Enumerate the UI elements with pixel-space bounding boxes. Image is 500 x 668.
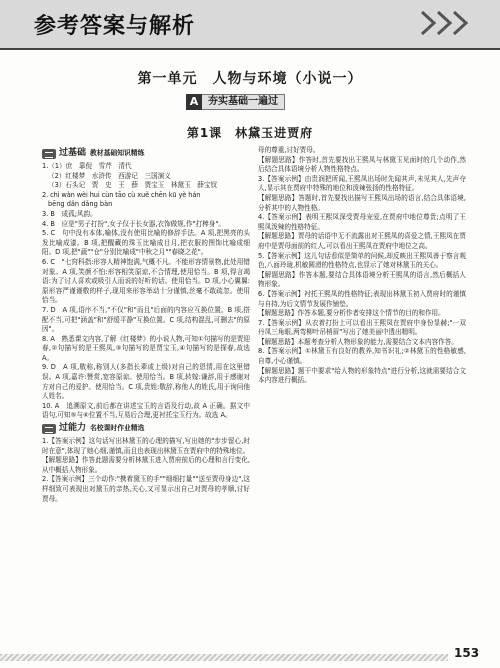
tag-letter: A xyxy=(186,94,202,110)
answer-line: 2.【答案示例】三个动作:"携着黛玉的手""细细打量""送至贾母身边",这样细致可表现出对黛玉的亲热,关心,又可显示出自己对贾母的孝顺,讨好贾母。 xyxy=(42,475,250,503)
answer-line: 8.【答案示例】①林黛玉有良好的教养,知书识礼;②林黛玉的性格敏感,自尊,小心谨慎。 xyxy=(258,347,466,366)
answer-line: （2）红楼梦 水浒传 西游记 三国演义 xyxy=(48,171,171,180)
chevron-right-icon xyxy=(414,8,474,38)
answer-line: 【解题思路】本题考查分析人物形象的能力,需要结合文本内容作答。 xyxy=(258,337,458,346)
section-subtitle: 教材基础知识精练 xyxy=(90,149,145,158)
answer-line: 1.【答案示例】这句话写出林黛玉的心理的描写,写出她的"步步留心,时时在意",体现了她心细,谨慎,而且也表现出林黛玉在贾府中的特殊地位。 xyxy=(42,437,250,455)
answer-line: 5. C 句中没有本体,喻体,没有使用比喻的修辞手法。A 项,把黑亮的头发比喻成漆。B 项,把醒藏的珠玉比喻成目月,把衣服的图饰比喻成细阳。D 项,把"蔬""仓"分别比喻成"中秋之月""春晓之花"。 xyxy=(42,229,250,257)
tag-text: 夯实基础一遍过 xyxy=(202,94,285,110)
answer-line: 7. D A 项,语序不当,"不仅"和"而且"后面的内容应互换位置。B 项,搭配不当,可把"涵盖"和"舒缓平静"互换位置。C 项,结构混乱,可删去"的原因"。 xyxy=(42,305,250,334)
section-heading-basics xyxy=(42,149,250,159)
answer-line: 6. C "七窍科指:形容人精神饱满,气概不凡。不能形容情景物,此处用错对象。A 项,笑颜不怕:形容相笑原谅,不合情理,使用恰当。B 项,得言竭语:为了讨人喜欢或吸引人而说的好听的话。使用恰当。D 项,小心翼翼:原形容严谨谨敬的样子,现用来形容举动十分谨慎,丝毫不敢疏忽。使用恰当。 xyxy=(42,257,250,305)
left-column xyxy=(42,146,250,504)
answer-line: 9. D A 项,敬称,称别人(多指长辈或上级)对自己的恩情,用在这里错误。A 项,嘉许:赞赏,宽容原谅。使用恰当。B 项,转嫁:谦辞,用于感谢对方对自己的爱护。使用恰当。C 项,贵姓:敬辞,称他人的姓氏,用于询问他人姓名。 xyxy=(42,363,250,401)
answer-line: 【解题思路】作答此题需要分析林黛玉进入贾府前后的心理和言行变化,从中概括人物形象。 xyxy=(42,456,250,474)
section-tag xyxy=(186,94,285,110)
answer-line: 5.【答案示例】这儿句话看似是简单的问候,却反映出王熙凤善于察言观色,八面玲珑,机敏圆滑的性格特点,也显示了她对林黛玉的关心。 xyxy=(258,251,466,270)
answer-line: 【解题思路】作答时,首先要找出王熙凤与林黛玉见面时的几个动作,然后结合具体语境分析人物性格特点。 xyxy=(258,155,466,174)
answer-line: bēng dǎn dǎng bàn xyxy=(48,200,113,209)
answer-line: 8. A 熟悉课文内容,了解《红楼梦》的小说人物,可知①句描写的是贾迎春,②句描写的是王熙凤,③句描写的是贾宝玉,④句描写的是探春,故选 A。 xyxy=(42,334,250,362)
answer-line: （3）石头记 贾 史 王 薛 贾宝玉 林黛玉 薛宝钗 xyxy=(48,181,218,190)
answer-line: 【解题思路】答题时,首先要找出描写王熙凤出场的语言,结合具体语境,分析其中的人物性格。 xyxy=(258,193,466,212)
answer-line: 1.（1）庶 靠倪 雪芹 清代 xyxy=(42,162,132,170)
right-column xyxy=(258,146,466,386)
section-heading-ability xyxy=(42,424,250,434)
answer-line: 7.【答案示例】从衣着打扮上可以看出王熙凤在贾府中身份显赫;"一双丹凤三角眼,两弯柳叶吊梢眉"写出了她美丽中透出精明。 xyxy=(258,318,466,337)
section-subtitle: 名校课时作业精选 xyxy=(90,424,145,433)
answer-line: 10. A 追溯原文,前后都在讲述宝玉的言语及行动,故 A 正确。据文中语句,可知⑤与⑥位置不当,互易后合理,更衬托宝玉行为。故选 A。 xyxy=(42,401,250,420)
answer-line: 【解题思路】题干中要求"给人物的形象特点"进行分析,这就需要结合文本内容进行概括。 xyxy=(258,366,466,385)
lesson-title: 第1课 林黛玉进贾府 xyxy=(186,126,314,140)
unit-title: 第一单元 人物与环境（小说一） xyxy=(137,71,363,87)
header-band xyxy=(0,0,500,48)
page-header-title: 参考答案与解析 xyxy=(34,14,196,39)
page-number: 153 xyxy=(454,646,480,660)
header-divider xyxy=(0,48,500,50)
section-name: 过基础 xyxy=(59,148,87,159)
section-marker-icon xyxy=(42,149,56,159)
answer-line: 母的尊重,讨好贾母。 xyxy=(258,146,320,154)
answer-line: 2. chì wàn wèi hui cùn tāo cù xuě chēn kū yè hán xyxy=(42,190,201,199)
footer-stripe xyxy=(0,654,448,661)
answer-line: 3. B 成孤;风韵。 xyxy=(42,209,97,218)
answer-line: 4.【答案示例】表明王熙凤深受贾母宠爱,在贾府中地位尊贵;点明了王熙凤泼辣的性格特征。 xyxy=(258,213,466,231)
answer-line: 4. B 应是"男子打扮",女子仅于长女器,衣饰做规,作"打棒身"。 xyxy=(42,219,225,228)
answer-line: 【解题思路】作答本题,要结合具体语境分析王熙凤的语言,然后概括人物形象。 xyxy=(258,270,466,289)
answer-line: 3.【答案示例】由贵润把所闻,王熙凤出场时先闻其声,未见其人,先声夺人,显示其在贾府中特殊的地位和泼辣张扬的性格特征。 xyxy=(258,174,466,193)
section-name: 过能力 xyxy=(59,423,87,434)
answer-line: 6.【答案示例】衬托王熙凤的性格特征;表现出林黛玉初入贾府时的谨慎与自持,为后文情节发展作铺垫。 xyxy=(258,289,466,308)
answer-line: 【解题思路】贾母的话语中无不流露出对王熙凤的喜爱之情,王熙凤在贾府中是贾母面前的红人,可以看出王熙凤在贾府中地位之高。 xyxy=(258,232,466,250)
section-marker-icon xyxy=(42,424,56,434)
answer-line: 【解题思路】作答本题,要分析作者安排这个情节的目的和作用。 xyxy=(258,309,445,318)
